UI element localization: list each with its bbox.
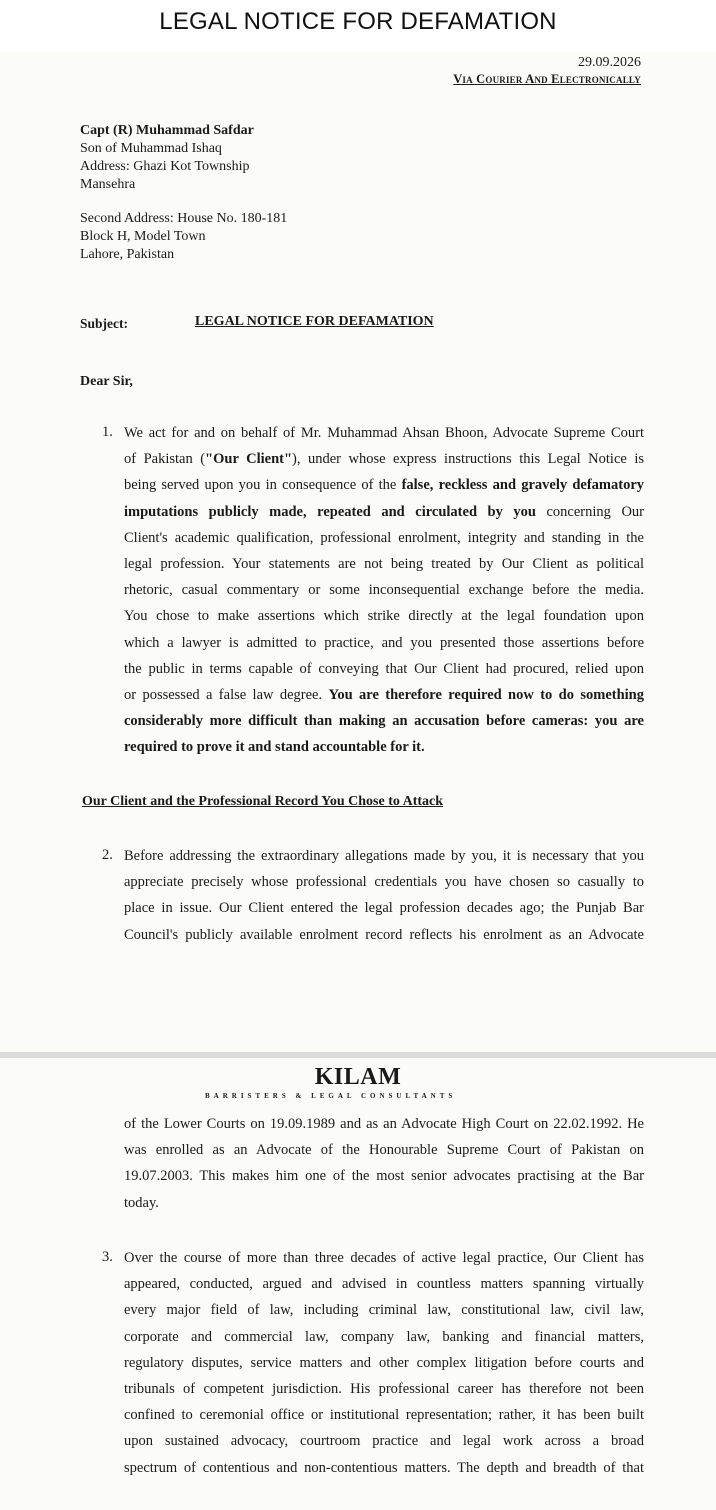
recipient-relation: Son of Muhammad Ishaq — [80, 141, 222, 156]
text-line: every major field of law, including criminal law, constitutional law, civil law, — [124, 1302, 644, 1319]
text-line: We act for and on behalf of Mr. Muhammad Ahsan Bhoon, Advocate Supreme Court — [124, 425, 644, 441]
paragraph-2-part-1 — [124, 843, 644, 948]
text-line: considerably more difficult than making an accusation before cameras: you are — [124, 713, 644, 730]
text-line: tribunals of competent jurisdiction. His professional career has therefore not been — [124, 1381, 644, 1398]
text-line: was enrolled as an Advocate of the Honourable Supreme Court of Pakistan on — [124, 1142, 644, 1159]
document-title: LEGAL NOTICE FOR DEFAMATION — [159, 8, 557, 35]
salutation: Dear Sir, — [80, 374, 133, 389]
text-line: being served upon you in consequence of the false, reckless and gravely defamatory — [124, 477, 645, 494]
text-line: or possessed a false law degree. You are therefore required now to do something — [124, 687, 644, 704]
paragraph-number: 2. — [102, 847, 113, 863]
second-address-line: Second Address: House No. 180-181 — [80, 211, 288, 226]
text-line: corporate and commercial law, company law, banking and financial matters, — [124, 1328, 644, 1345]
paragraph-3 — [124, 1245, 644, 1481]
second-address-line: Lahore, Pakistan — [80, 247, 175, 262]
text-line: today. — [124, 1194, 159, 1211]
text-line: regulatory disputes, service matters and other complex litigation before courts and — [124, 1354, 644, 1371]
second-address-line: Block H, Model Town — [80, 229, 206, 244]
text-line: You chose to make assertions which strike directly at the legal foundation upon — [124, 608, 644, 625]
text-line: of Pakistan ("Our Client"), under whose express instructions this Legal Notice is — [124, 451, 644, 468]
title-bar — [0, 0, 716, 52]
recipient-address-line: Address: Ghazi Kot Township — [80, 159, 250, 174]
text-line: the public in terms capable of conveying that Our Client had procured, relied upon — [124, 660, 644, 677]
recipient-address — [80, 122, 254, 194]
text-line: which a lawyer is admitted to practice, and you presented those assertions before — [124, 634, 644, 651]
subject-label: Subject: — [80, 316, 128, 331]
text-line: Over the course of more than three decades of active legal practice, Our Client has — [124, 1250, 644, 1266]
page-1 — [0, 52, 716, 1052]
paragraph-number: 3. — [102, 1249, 113, 1265]
notice-date: 29.09.2026 — [578, 55, 641, 70]
delivery-method: Via Courier And Electronically — [453, 72, 641, 86]
text-line: 19.07.2003. This makes him one of the most senior advocates practising at the Bar — [124, 1168, 644, 1185]
page-2 — [0, 1058, 716, 1510]
recipient-name: Capt (R) Muhammad Safdar — [80, 123, 254, 138]
section-heading: Our Client and the Professional Record You Chose to Attack — [82, 794, 444, 809]
text-line: confined to ceremonial office or institutional representation; rather, it has been built — [124, 1407, 644, 1424]
text-line: appreciate precisely whose professional credentials you have chosen so casually to — [124, 874, 644, 891]
text-line: imputations publicly made, repeated and circulated by you concerning Our — [124, 503, 644, 520]
text-line: upon sustained advocacy, courtroom practice and legal work across a broad — [124, 1433, 644, 1450]
text-line: required to prove it and stand accountable for it. — [124, 739, 425, 756]
recipient-second-address — [80, 210, 287, 264]
text-line: Client's academic qualification, professional enrolment, integrity and standing in the — [124, 529, 644, 546]
text-line: legal profession. Your statements are not being treated by Our Client as political — [124, 556, 644, 573]
letterhead-tagline: BARRISTERS & LEGAL CONSULTANTS — [205, 1092, 457, 1100]
text-line: spectrum of contentious and non-contentious matters. The depth and breadth of that — [124, 1459, 644, 1476]
text-line: place in issue. Our Client entered the legal profession decades ago; the Punjab Bar — [124, 900, 644, 917]
recipient-address-line: Mansehra — [80, 177, 136, 192]
text-line: Before addressing the extraordinary allegations made by you, it is necessary that you — [124, 848, 644, 864]
paragraph-1 — [124, 420, 644, 761]
letterhead-logo: KILAM — [314, 1064, 402, 1090]
text-line: appeared, conducted, argued and advised in countless matters spanning virtually — [124, 1276, 644, 1293]
subject-text: LEGAL NOTICE FOR DEFAMATION — [195, 314, 434, 329]
paragraph-number: 1. — [102, 424, 113, 440]
text-line: Council's publicly available enrolment record reflects his enrolment as an Advocate — [124, 926, 644, 943]
text-line: rhetoric, casual commentary or some inconsequential exchange before the media. — [124, 582, 644, 599]
paragraph-2-part-2 — [124, 1111, 644, 1216]
text-line: of the Lower Courts on 19.09.1989 and as an Advocate High Court on 22.02.1992. He — [124, 1116, 644, 1132]
